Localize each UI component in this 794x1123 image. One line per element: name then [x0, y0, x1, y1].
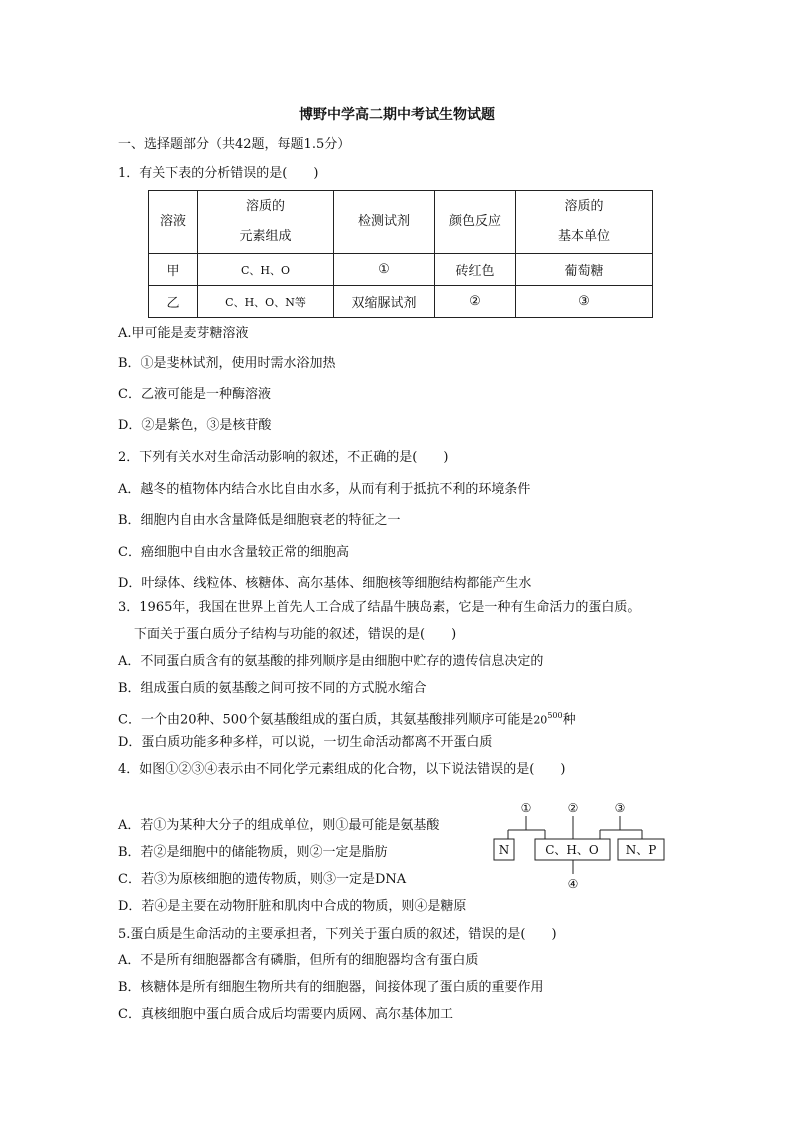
q5-option-c: C．真核细胞中蛋白质合成后均需要内质网、高尔基体加工	[118, 1007, 453, 1022]
q3-option-b: B．组成蛋白质的氨基酸之间可按不同的方式脱水缩合	[118, 681, 427, 696]
q4-option-b: B．若②是细胞中的储能物质，则②一定是脂肪	[118, 845, 388, 860]
table-cell: C、H、O	[198, 254, 334, 286]
table-cell: 双缩脲试剂	[334, 286, 435, 318]
question-1-stem: 1．有关下表的分析错误的是( )	[118, 166, 319, 181]
table-header-row	[149, 191, 653, 254]
table-cell: ③	[516, 286, 653, 318]
table-header-cell: 溶质的 基本单位	[516, 191, 653, 254]
q1-option-c: C．乙液可能是一种酶溶液	[118, 387, 271, 402]
question-4-stem: 4．如图①②③④表示由不同化学元素组成的化合物，以下说法错误的是( )	[118, 762, 566, 777]
compound-diagram	[490, 800, 670, 892]
q3-option-c-unit: 种	[562, 712, 576, 728]
q1-option-a: A.甲可能是麦芽糖溶液	[118, 326, 249, 341]
table-header-cell: 溶质的 元素组成	[198, 191, 334, 254]
question-3-stem: 3．1965年，我国在世界上首先人工合成了结晶牛胰岛素，它是一种有生命活力的蛋白质。	[118, 600, 641, 615]
table-row	[149, 254, 653, 286]
table-header-cell: 颜色反应	[435, 191, 516, 254]
diagram-box-n-text: N	[498, 843, 510, 857]
q1-option-b: B．①是斐林试剂，使用时需水浴加热	[118, 356, 336, 371]
q5-option-a: A．不是所有细胞器都含有磷脂，但所有的细胞器均含有蛋白质	[118, 953, 479, 968]
q1-option-d: D．②是紫色，③是核苷酸	[118, 418, 272, 433]
exam-title: 博野中学高二期中考试生物试题	[299, 107, 495, 123]
q2-option-c: C．癌细胞中自由水含量较正常的细胞高	[118, 545, 349, 560]
diagram-box-cho-text: C、H、O	[545, 843, 599, 857]
table-row	[149, 286, 653, 318]
diagram-box-np-text: N、P	[625, 843, 657, 857]
q3-option-c-exponent: 500	[547, 711, 563, 720]
q4-option-d: D．若④是主要在动物肝脏和肌肉中合成的物质，则④是糖原	[118, 899, 467, 914]
table-header-cell: 溶液	[149, 191, 198, 254]
table-cell: ②	[435, 286, 516, 318]
table-cell: 砖红色	[435, 254, 516, 286]
q3-option-c-base: 20	[533, 713, 548, 727]
diagram-label-2: ②	[567, 801, 579, 815]
table-header-cell: 检测试剂	[334, 191, 435, 254]
table-cell: 葡萄糖	[516, 254, 653, 286]
diagram-label-1: ①	[520, 801, 532, 815]
q3-option-c	[118, 708, 576, 728]
question-3-stem-cont: 下面关于蛋白质分子结构与功能的叙述，错误的是( )	[134, 627, 457, 642]
table-cell: 乙	[149, 286, 198, 318]
diagram-label-3: ③	[614, 801, 626, 815]
table-cell: 甲	[149, 254, 198, 286]
diagram-label-4: ④	[567, 877, 579, 891]
q3-option-a: A．不同蛋白质含有的氨基酸的排列顺序是由细胞中贮存的遗传信息决定的	[118, 654, 544, 669]
q3-option-d: D．蛋白质功能多种多样，可以说，一切生命活动都离不开蛋白质	[118, 735, 493, 750]
q2-option-d: D．叶绿体、线粒体、核糖体、高尔基体、细胞核等细胞结构都能产生水	[118, 576, 532, 591]
question-5-stem: 5.蛋白质是生命活动的主要承担者，下列关于蛋白质的叙述，错误的是( )	[118, 927, 557, 942]
q2-option-b: B．细胞内自由水含量降低是细胞衰老的特征之一	[118, 513, 401, 528]
q2-option-a: A．越冬的植物体内结合水比自由水多，从而有利于抵抗不利的环境条件	[118, 482, 531, 497]
section-heading: 一、选择题部分（共42题，每题1.5分）	[118, 137, 351, 152]
table-cell: C、H、O、N等	[198, 286, 334, 318]
q4-option-c: C．若③为原核细胞的遗传物质，则③一定是DNA	[118, 872, 407, 887]
q5-option-b: B．核糖体是所有细胞生物所共有的细胞器，间接体现了蛋白质的重要作用	[118, 980, 544, 995]
table-cell: ①	[334, 254, 435, 286]
q4-option-a: A．若①为某种大分子的组成单位，则①最可能是氨基酸	[118, 818, 440, 833]
question-1-table	[148, 190, 653, 318]
question-2-stem: 2．下列有关水对生命活动影响的叙述，不正确的是( )	[118, 450, 449, 465]
q3-option-c-text: C．一个由20种、500个氨基酸组成的蛋白质，其氨基酸排列顺序可能是	[118, 712, 534, 728]
